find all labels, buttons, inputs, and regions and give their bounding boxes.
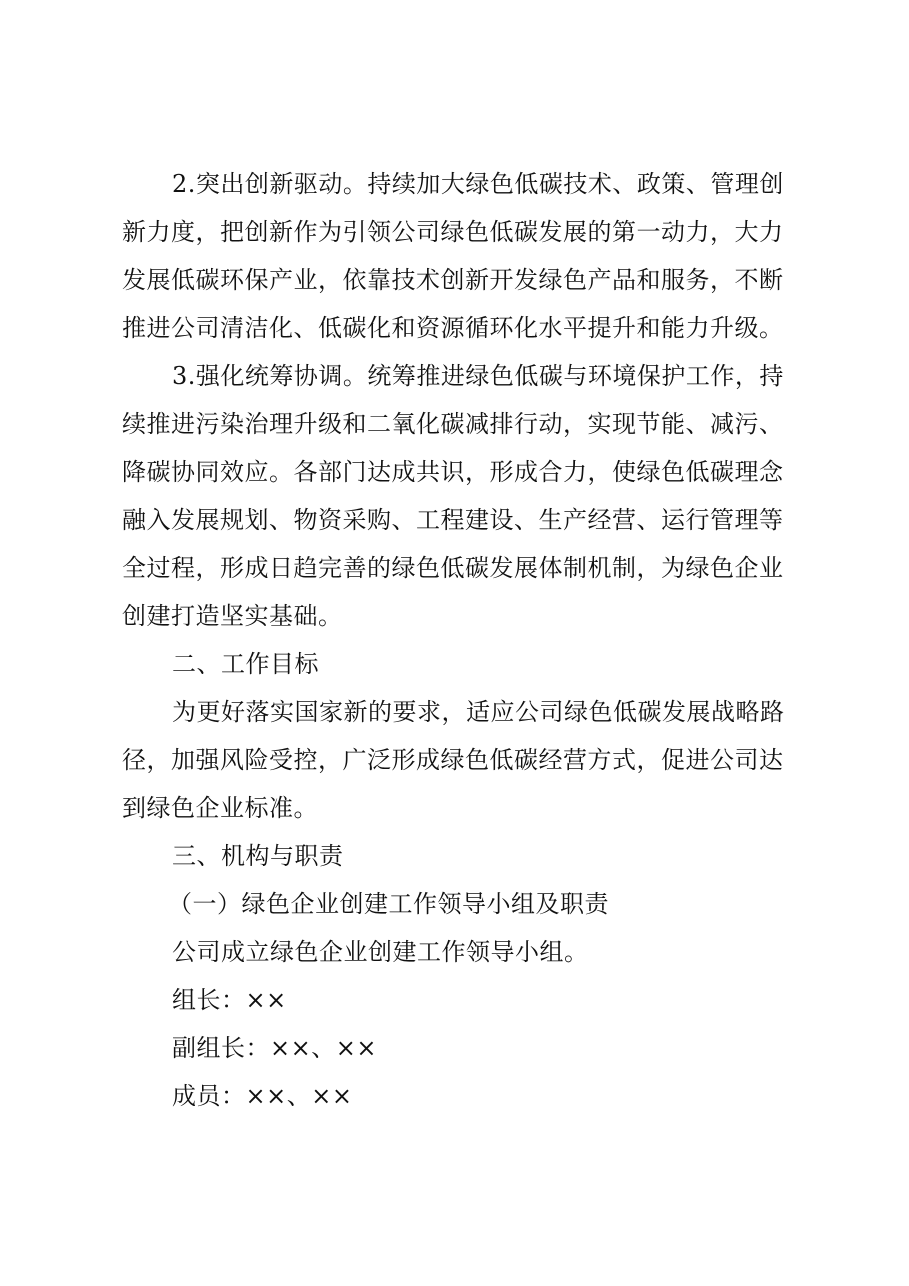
paragraph-coordination-line-5: 全过程，形成日趋完善的绿色低碳发展体制机制，为绿色企业 — [122, 554, 784, 582]
section-goals-line-2: 径，加强风险受控，广泛形成绿色低碳经营方式，促进公司达 — [122, 746, 784, 774]
paragraph-innovation-line-4: 推进公司清洁化、低碳化和资源循环化水平提升和能力升级。 — [122, 314, 784, 342]
section-goals-line-3: 到绿色企业标准。 — [122, 794, 318, 822]
paragraph-coordination-line-2: 续推进污染治理升级和二氧化碳减排行动，实现节能、减污、 — [122, 410, 784, 438]
section-org-intro: 公司成立绿色企业创建工作领导小组。 — [172, 938, 589, 966]
section-goals-heading: 二、工作目标 — [172, 650, 319, 678]
section-org-subheading: （一）绿色企业创建工作领导小组及职责 — [168, 890, 609, 918]
paragraph-coordination-line-1: 3.强化统筹协调。统筹推进绿色低碳与环境保护工作，持 — [172, 362, 784, 390]
paragraph-coordination-line-4: 融入发展规划、物资采购、工程建设、生产经营、运行管理等 — [122, 506, 784, 534]
paragraph-coordination-line-6: 创建打造坚实基础。 — [122, 602, 343, 630]
section-org-deputy: 副组长：××、×× — [172, 1034, 377, 1062]
paragraph-innovation-line-1: 2.突出创新驱动。持续加大绿色低碳技术、政策、管理创 — [172, 170, 784, 198]
section-goals-line-1: 为更好落实国家新的要求，适应公司绿色低碳发展战略路 — [172, 698, 785, 726]
section-org-members: 成员：××、×× — [172, 1082, 353, 1110]
paragraph-innovation-line-3: 发展低碳环保产业，依靠技术创新开发绿色产品和服务，不断 — [122, 266, 784, 294]
section-org-heading: 三、机构与职责 — [172, 842, 344, 870]
section-org-leader: 组长：×× — [172, 986, 287, 1014]
paragraph-innovation-line-2: 新力度，把创新作为引领公司绿色低碳发展的第一动力，大力 — [122, 218, 784, 246]
paragraph-coordination-line-3: 降碳协同效应。各部门达成共识，形成合力，使绿色低碳理念 — [122, 458, 784, 486]
